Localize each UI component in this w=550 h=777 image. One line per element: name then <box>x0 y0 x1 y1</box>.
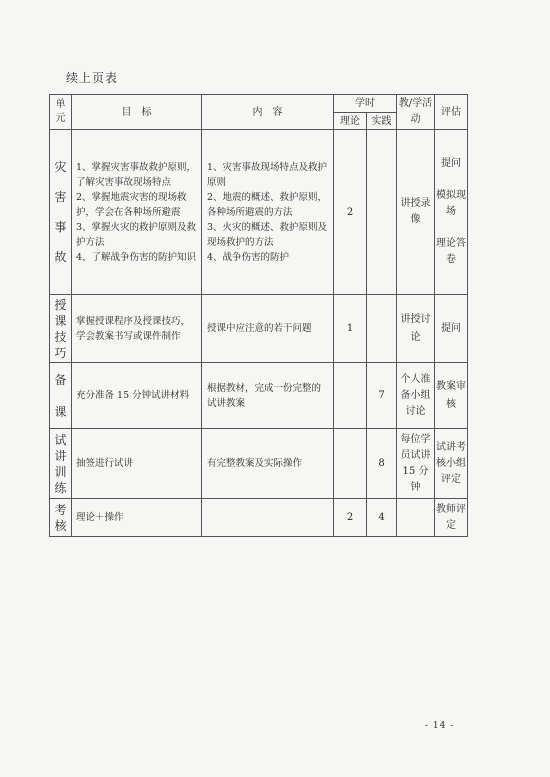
unit-cell: 考核 <box>50 499 72 537</box>
practice-hours-cell: 4 <box>367 499 397 537</box>
unit-cell: 备课 <box>50 363 72 429</box>
practice-hours-cell: 8 <box>367 429 397 499</box>
method-cell: 讲授录像 <box>397 130 435 295</box>
goal-cell: 理论＋操作 <box>72 499 202 537</box>
method-cell <box>397 499 435 537</box>
unit-cell: 灾害事故 <box>50 130 72 295</box>
practice-hours-cell <box>367 295 397 363</box>
content-cell: 根据教材，完成一份完整的试讲教案 <box>202 363 334 429</box>
content-cell: 有完整教案及实际操作 <box>202 429 334 499</box>
table-row <box>50 295 468 363</box>
header-evaluation: 评估 <box>435 95 468 130</box>
practice-hours-cell <box>367 130 397 295</box>
header-content: 内 容 <box>202 95 334 130</box>
evaluation-item: 理论答卷 <box>436 238 466 265</box>
table-row <box>50 429 468 499</box>
content-cell: 授课中应注意的若干问题 <box>202 295 334 363</box>
method-cell: 每位学员试讲15 分钟 <box>397 429 435 499</box>
theory-hours-cell: 2 <box>334 130 367 295</box>
header-goal: 目 标 <box>72 95 202 130</box>
goal-cell: 掌握授课程序及授课技巧，学会教案书写或课件制作 <box>72 295 202 363</box>
theory-hours-cell <box>334 429 367 499</box>
evaluation-item: 提问 <box>441 158 461 169</box>
evaluation-item: 模拟现场 <box>436 190 466 217</box>
page-heading: 续上页表 <box>66 71 119 85</box>
theory-hours-cell: 1 <box>334 295 367 363</box>
header-row-top <box>50 95 468 113</box>
course-plan-table <box>49 94 468 537</box>
unit-cell: 试讲训练 <box>50 429 72 499</box>
header-method: 教/学活动 <box>397 95 435 130</box>
unit-cell: 授课技巧 <box>50 295 72 363</box>
content-cell: 1、灾害事故现场特点及救护原则 2、地震的概述、救护原则，各种场所避震的方法 3、火灾的概述、救护原则及现场救护的方法 4、战争伤害的防护 <box>202 130 334 295</box>
method-cell: 个人准备小组讨论 <box>397 363 435 429</box>
goal-cell: 抽签进行试讲 <box>72 429 202 499</box>
evaluation-cell: 教案审核 <box>435 363 468 429</box>
goal-cell: 1、掌握灾害事故救护原则，了解灾害事故现场特点 2、掌握地震灾害的现场救护，学会在各种场所避震 3、掌握火灾的救护原则及救护方法 4、了解战争伤害的防护知识 <box>72 130 202 295</box>
theory-hours-cell <box>334 363 367 429</box>
page-number: - 14 - <box>425 721 455 731</box>
table-row <box>50 363 468 429</box>
evaluation-cell: 试讲考核小组评定 <box>435 429 468 499</box>
evaluation-cell <box>435 130 468 295</box>
content-cell <box>202 499 334 537</box>
header-theory: 理论 <box>334 113 367 130</box>
header-hours: 学时 <box>334 95 397 113</box>
table-row <box>50 499 468 537</box>
theory-hours-cell: 2 <box>334 499 367 537</box>
goal-cell: 充分准备 15 分钟试讲材料 <box>72 363 202 429</box>
evaluation-cell: 提问 <box>435 295 468 363</box>
evaluation-cell: 教师评定 <box>435 499 468 537</box>
practice-hours-cell: 7 <box>367 363 397 429</box>
method-cell: 讲授讨论 <box>397 295 435 363</box>
table-row <box>50 130 468 295</box>
header-unit: 单元 <box>50 95 72 130</box>
header-practice: 实践 <box>367 113 397 130</box>
